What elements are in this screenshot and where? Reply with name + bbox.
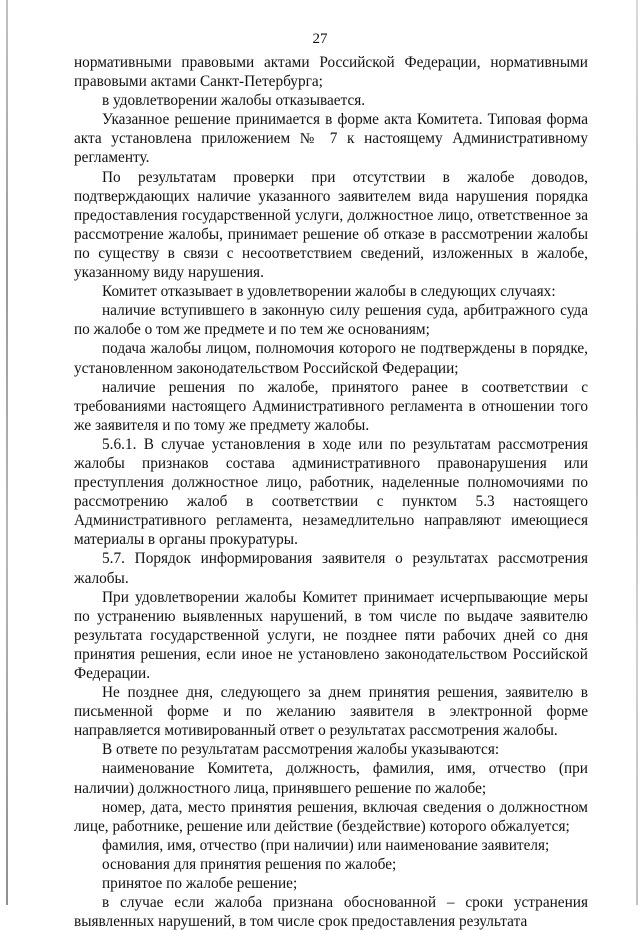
paragraph-4: По результатам проверки при отсутствии в жалобе доводов, подтверждающих наличие указанного заявителем вида нарушения порядка предоставления государственной услуги, должностное лицо, ответственное за рассмотрение жалобы, принимает решение об отказе в рассмотрении жалобы по существу в связи с несоответствием сведений, изложенных в жалобе, указанному виду нарушения. (74, 168, 588, 282)
paragraph-2: в удовлетворении жалобы отказывается. (102, 92, 366, 110)
scan-edge-left (6, 0, 8, 905)
paragraph-10: 5.7. Порядок информирования заявителя о результатах рассмотрения жалобы. (74, 550, 588, 587)
paragraph-5: Комитет отказывает в удовлетворении жалобы в следующих случаях: (102, 283, 556, 301)
paragraph-17: основания для принятия решения по жалобе; (102, 855, 397, 873)
paragraph-8: наличие решения по жалобе, принятого ранее в соответствии с требованиями настоящего Административного регламента в отношении того же заявителя и по тому же предмету жалобы. (74, 378, 588, 434)
page-number: 27 (312, 31, 328, 47)
paragraph-11: При удовлетворении жалобы Комитет принимает исчерпывающие меры по устранению выявленных нарушений, в том числе по выдаче заявителю результата государственной услуги, не позднее пяти рабочих дней со дня принятия решения, если иное не установлено законодательством Российской Федерации. (74, 588, 588, 682)
paragraph-7: подача жалобы лицом, полномочия которого не подтверждены в порядке, установленном законодательством Российской Федерации; (74, 340, 588, 377)
paragraph-14: наименование Комитета, должность, фамилия, имя, отчество (при наличии) должностного лица, принявшего решение по жалобе; (74, 760, 588, 797)
paragraph-3: Указанное решение принимается в форме акта Комитета. Типовая форма акта установлена приложением № 7 к настоящему Административному регламенту. (74, 111, 588, 167)
paragraph-15: номер, дата, место принятия решения, включая сведения о должностном лице, работнике, решение или действие (бездействие) которого обжалуется; (74, 798, 588, 835)
paragraph-18: принятое по жалобе решение; (102, 875, 298, 893)
paragraph-1: нормативными правовыми актами Российской Федерации, нормативными правовыми актами Санкт-Петербурга; (74, 54, 588, 91)
paragraph-19: в случае если жалоба признана обоснованной – сроки устранения выявленных нарушений, в том числе срок предоставления результата (74, 894, 588, 931)
paragraph-9: 5.6.1. В случае установления в ходе или по результатам рассмотрения жалобы признаков состава административного правонарушения или преступления должностное лицо, работник, наделенные полномочиями по рассмотрению жалоб в соответствии с пунктом 5.3 настоящего Административного регламента, незамедлительно направляют имеющиеся материалы в органы прокуратуры. (74, 435, 588, 549)
paragraph-6: наличие вступившего в законную силу решения суда, арбитражного суда по жалобе о том же предмете и по тем же основаниям; (74, 302, 588, 339)
paragraph-16: фамилия, имя, отчество (при наличии) или наименование заявителя; (102, 836, 550, 854)
document-body (74, 53, 588, 931)
paragraph-13: В ответе по результатам рассмотрения жалобы указываются: (102, 741, 500, 759)
paragraph-12: Не позднее дня, следующего за днем принятия решения, заявителю в письменной форме и по желанию заявителя в электронной форме направляется мотивированный ответ о результатах рассмотрения жалобы. (74, 684, 588, 740)
scan-edge-right (636, 0, 638, 905)
